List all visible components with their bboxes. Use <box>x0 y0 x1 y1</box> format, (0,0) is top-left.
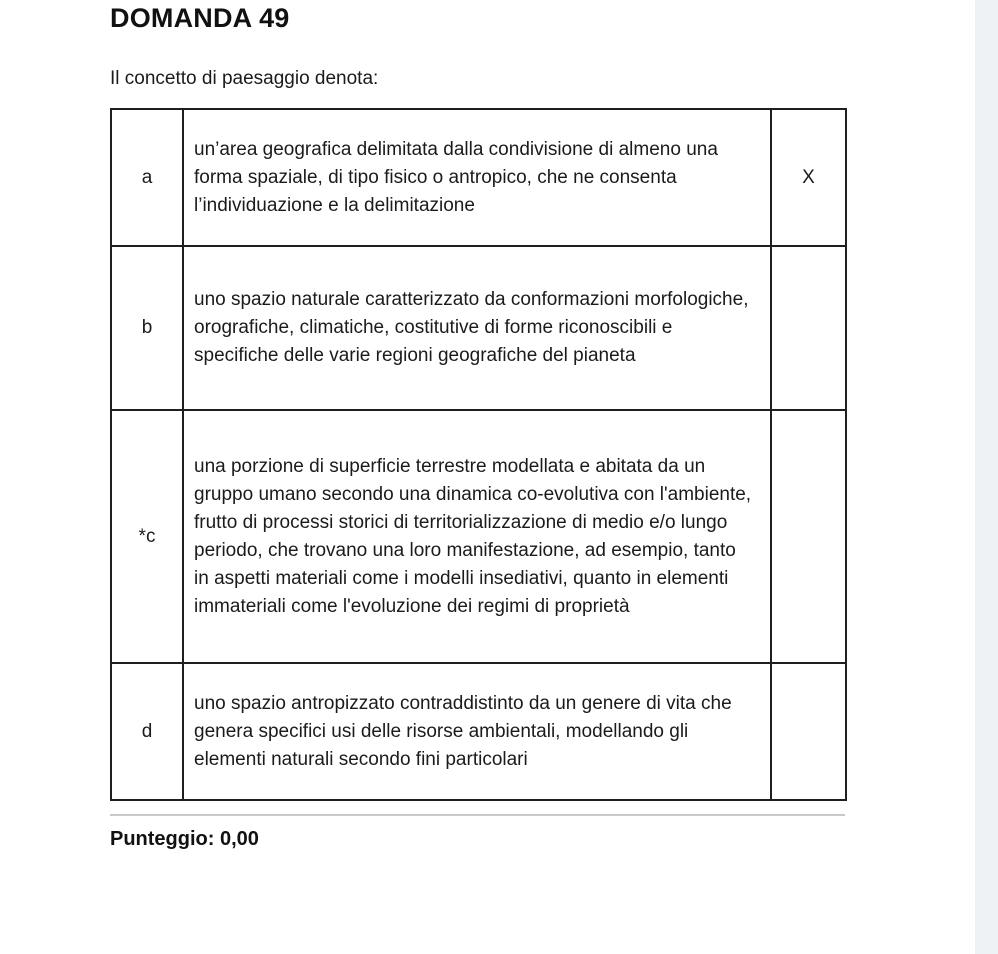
answers-table <box>110 108 847 801</box>
answer-letter: *c <box>111 410 183 663</box>
divider-line <box>110 814 845 816</box>
page-edge-strip <box>975 0 998 954</box>
answer-row-c <box>111 410 846 663</box>
answer-letter: b <box>111 246 183 410</box>
answer-mark <box>771 246 846 410</box>
answer-mark <box>771 410 846 663</box>
document-page <box>110 0 845 851</box>
answer-text: una porzione di superficie terrestre modellata e abitata da un gruppo umano secondo una dinamica co-evolutiva con l'ambiente, frutto di processi storici di territorializzazione di medio e/o lungo periodo, che trovano una loro manifestazione, ad esempio, tanto in aspetti materiali come i modelli insediativi, quanto in elementi immateriali come l'evoluzione dei regimi di proprietà <box>183 410 771 663</box>
answer-text: un’area geografica delimitata dalla condivisione di almeno una forma spaziale, di tipo fisico o antropico, che ne consenta l’individuazione e la delimitazione <box>183 109 771 246</box>
answer-row-a <box>111 109 846 246</box>
question-text: Il concetto di paesaggio denota: <box>110 68 379 89</box>
answer-mark: X <box>771 109 846 246</box>
answer-text: uno spazio antropizzato contraddistinto da un genere di vita che genera specifici usi delle risorse ambientali, modellando gli elementi naturali secondo fini particolari <box>183 663 771 800</box>
answer-row-d <box>111 663 846 800</box>
score-text: Punteggio: 0,00 <box>110 828 259 850</box>
answer-letter: d <box>111 663 183 800</box>
question-title: DOMANDA 49 <box>110 3 290 33</box>
answer-letter: a <box>111 109 183 246</box>
answer-text: uno spazio naturale caratterizzato da conformazioni morfologiche, orografiche, climatiche, costitutive di forme riconoscibili e specifiche delle varie regioni geografiche del pianeta <box>183 246 771 410</box>
answer-row-b <box>111 246 846 410</box>
answer-mark <box>771 663 846 800</box>
